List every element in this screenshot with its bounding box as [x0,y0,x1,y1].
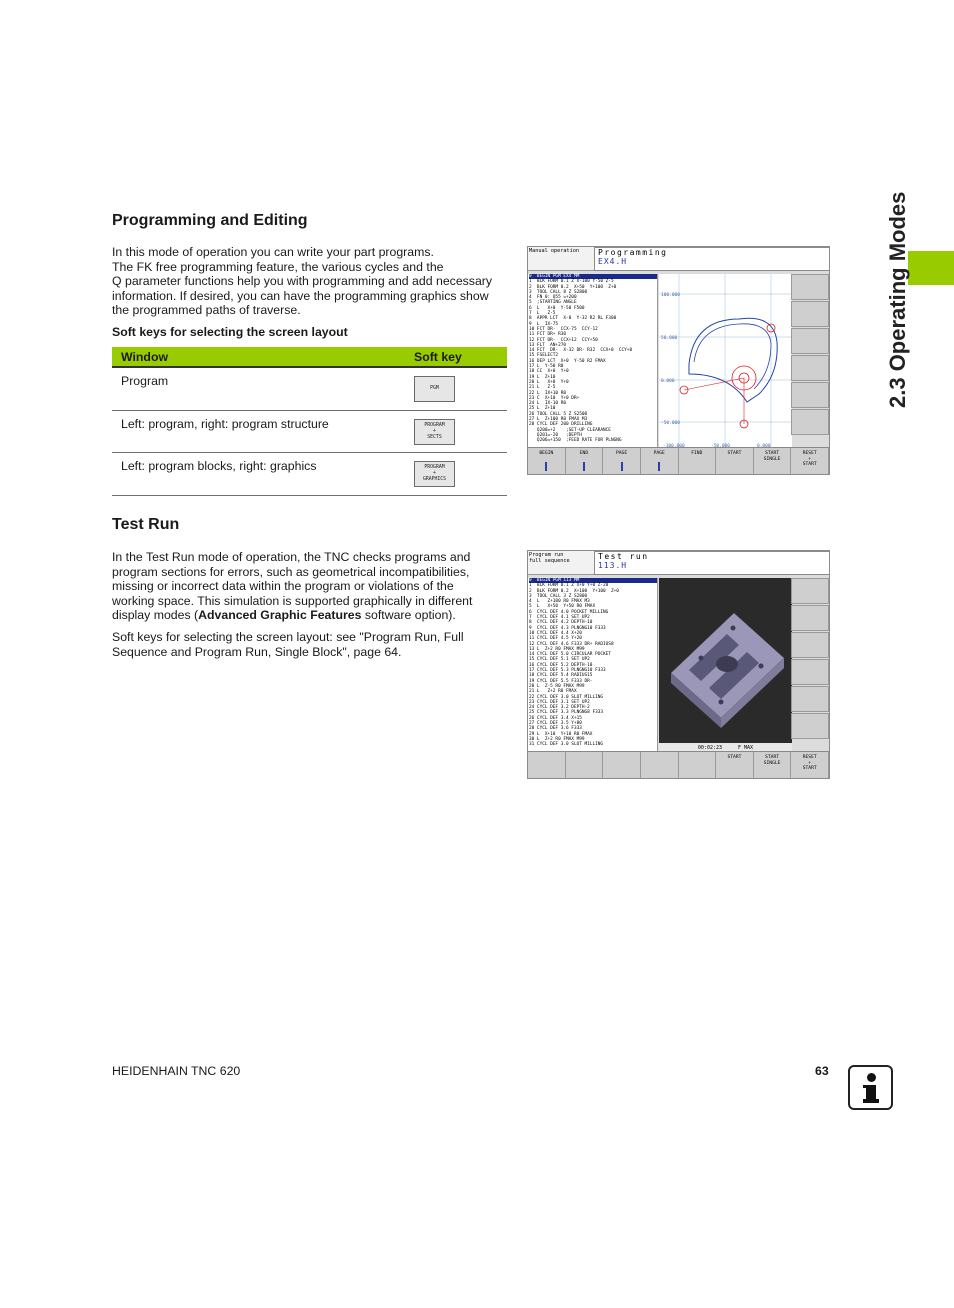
softkey[interactable]: PAGE [641,448,679,474]
program-line: 14 FCT DR- X-32 DR- R32 CCX+0 CCY+0 [529,348,633,354]
program-line: 13 FLT AN+270 [529,342,567,348]
feed-rate: F MAX [738,745,754,751]
program-line: 16 CYCL DEF 5.2 DEPTH-10 [529,662,593,668]
program-line: 11 CYCL DEF 4.5 Y+20 [529,636,582,642]
programming-graphics [659,274,792,449]
chapter-tab-title: 2.3 Operating Modes [885,191,910,408]
test-run-screenshot [527,550,830,779]
program-line: 14 CYCL DEF 5.0 CIRCULAR POCKET [529,652,611,658]
program-listing [528,274,658,449]
softkey[interactable]: RESET + START [791,448,829,474]
program-line: 27 CYCL DEF 3.5 Y+80 [529,721,582,727]
program-line: 6 L X+0 Y-50 F500 [529,305,585,311]
program-line: 21 L Z-5 [529,385,556,391]
vertical-softkey[interactable] [791,659,829,685]
program-line: 18 CYCL DEF 5.4 RADIUS15 [529,673,593,679]
program-line: 25 L Z+10 [529,406,556,412]
arrow-icon [621,462,623,471]
softkey[interactable]: START SINGLE [754,448,792,474]
program-line: 5 L X+50 Y+50 R0 FMAX [529,604,596,610]
program-line: 20 L Z-5 R0 FMAX M99 [529,683,585,689]
graphic-y-label: -50.000 [661,421,680,426]
program-file-name: 113.H [598,561,628,570]
para-text: software option). [361,608,456,622]
run-time: 00:02:23 [697,745,723,751]
program-line: 12 CYCL DEF 4.6 F333 DR+ RADIUS8 [529,641,614,647]
softkey-label: PROGRAM [424,465,445,470]
softkey-label: PROGRAM [424,422,445,428]
section2-paragraph-2 [112,630,512,659]
vertical-softkeys [791,578,829,740]
vertical-softkey[interactable] [791,686,829,712]
para-line: The FK free programming feature, the various cycles and the [112,259,444,274]
softkey[interactable]: FIND [679,448,717,474]
softkey[interactable] [528,752,566,778]
section2-paragraph [112,550,512,623]
program-line: 21 L Z+2 R0 FMAX [529,689,577,695]
arrow-icon [658,462,660,471]
footer-product: HEIDENHAIN TNC 620 [112,1064,241,1078]
para-line: Sequence and Program Run, Single Block", page 64. [112,644,402,659]
softkey-label: SECTS [427,434,442,440]
program-line: 6 CYCL DEF 4.0 POCKET MILLING [529,609,609,615]
program-line: 19 L Z+10 [529,374,556,380]
graphic-y-label: 50.000 [661,336,678,341]
vertical-softkey[interactable] [791,382,829,408]
program-line: 11 FCT DR+ R30 [529,332,567,338]
program-line: 18 CC X+0 Y+0 [529,369,569,375]
para-line: missing or incorrect data within the program or violations of the [112,579,454,593]
table-header [112,347,507,368]
table-row [112,453,507,496]
softkey[interactable]: RESET + START [791,752,829,778]
row-window: Left: program blocks, right: graphics [121,459,317,473]
vertical-softkey[interactable] [791,409,829,435]
programming-screenshot [527,246,830,475]
program-line: 4 FN 0: Q55 =+200 [529,295,577,301]
vertical-softkey[interactable] [791,713,829,739]
program-file-name: EX4.H [598,257,628,266]
vertical-softkeys [791,274,829,436]
program-line: 9 CYCL DEF 4.3 PLNGNG10 F333 [529,625,606,631]
softkey[interactable]: START SINGLE [754,752,792,778]
para-line [112,608,512,623]
program-line: 23 C X+10 Y+0 DR+ [529,395,580,401]
softkey[interactable]: BEGIN [528,448,566,474]
softkey[interactable]: PAGE [603,448,641,474]
vertical-softkey[interactable] [791,274,829,300]
program-line: 22 L IX+10 R0 [529,390,567,396]
softkey[interactable] [566,752,604,778]
softkey-table [112,347,507,496]
program-line: 10 FCT DR- CCX-75 CCY-12 [529,326,598,332]
program-line: 8 CYCL DEF 4.2 DEPTH-10 [529,620,593,626]
para-line: Soft keys for selecting the screen layout: see "Program Run, Full [112,630,464,644]
program-sects-softkey[interactable] [414,419,455,445]
softkey-label: GRAPHICS [422,477,447,482]
program-line: 16 DEP LCT X+0 Y-50 R2 FMAX [529,358,606,364]
vertical-softkey[interactable] [791,355,829,381]
row-window: Program [121,374,169,388]
para-line: the programmed paths of traverse. [112,303,301,317]
vertical-softkey[interactable] [791,578,829,604]
simulation-graphics [659,578,792,753]
para-line: In this mode of operation you can write your part programs. [112,245,434,259]
softkey[interactable]: END [566,448,604,474]
mode-label-line: full sequence [529,558,570,564]
program-listing [528,578,658,753]
program-line: 25 CYCL DEF 3.3 PLNGNG8 F333 [529,710,604,716]
program-line: 10 CYCL DEF 4.4 X+20 [529,630,582,636]
program-line: 13 L Z+2 R0 FMAX M99 [529,646,585,652]
softkey-label: + [433,428,436,434]
program-line: 0 BEGIN PGM 113 MM [529,578,657,583]
program-line: 15 FSELECT2 [529,353,559,359]
program-line: 26 CYCL DEF 3.4 X+15 [529,715,582,721]
vertical-softkey[interactable] [791,605,829,631]
softkey[interactable] [603,752,641,778]
mode-label-line: Program run [529,552,564,558]
program-line: Q201=-20 ;DEPTH [529,432,582,438]
program-line: 30 L Z+2 R0 FMAX M99 [529,736,585,742]
vertical-softkey[interactable] [791,301,829,327]
program-line: 26 TOOL CALL 5 Z S2500 [529,411,588,417]
program-line: 24 CYCL DEF 3.2 DEPTH-2 [529,705,590,711]
para-line: program sections for errors, such as geometrical incompatibilities, [112,564,470,579]
section1-paragraph [112,245,512,318]
program-line: 7 CYCL DEF 4.1 SET UP2 [529,615,590,621]
program-line: 31 CYCL DEF 3.0 SLOT MILLING [529,742,604,748]
pgm-softkey[interactable] [414,376,455,402]
program-line: Q206=+150 ;FEED RATE FOR PLNGNG [529,438,622,444]
softkey[interactable] [641,752,679,778]
program-line: 9 L IX-75 [529,321,559,327]
row-window: Left: program, right: program structure [121,416,329,431]
program-line: 1 BLK FORM 0.1 Z X+0 Y+0 Z-20 [529,583,609,589]
program-line: 5 ;STARTING ANGLE [529,300,577,306]
program-line: 28 CYCL DEF 200 DRILLING [529,422,593,428]
section-title-test-run: Test Run [112,516,180,533]
program-line: 17 L Y-50 R0 [529,364,564,370]
softkey-bar [528,751,829,778]
program-line: 7 L Z-5 [529,311,556,317]
para-line: information. If desired, you can have the programming graphics show [112,288,489,303]
softkey[interactable]: START [716,752,754,778]
softkey[interactable] [679,752,717,778]
program-line: 29 L X+10 Y+10 R0 FMAX [529,731,593,737]
active-mode-title: Programming [598,248,668,257]
softkey-label: + [433,471,436,476]
vertical-softkey[interactable] [791,328,829,354]
program-line: 3 TOOL CALL 8 Z S2800 [529,289,588,295]
program-line: 15 CYCL DEF 5.1 SET UP2 [529,657,590,663]
program-line: 27 L Z+100 R0 FMAX M3 [529,417,588,423]
arrow-icon [583,462,585,471]
program-line: 3 TOOL CALL 3 Z S2800 [529,593,588,599]
program-line: 1 BLK FORM 0.1 Z X-100 Y-50 Z-5 [529,279,614,285]
section-title-programming: Programming and Editing [112,212,308,229]
para-bold-text: Advanced Graphic Features [198,608,362,622]
arrow-icon [545,462,547,471]
para-line: In the Test Run mode of operation, the TNC checks programs and [112,550,471,564]
vertical-softkey[interactable] [791,632,829,658]
graphic-y-label: 0.000 [661,379,675,384]
softkey-bar [528,447,829,474]
screen-titlebar [528,247,829,271]
info-icon [848,1065,893,1110]
softkey-label: PGM [430,386,439,391]
program-line: 28 CYCL DEF 3.6 F333 [529,726,582,732]
col-window: Window [121,349,169,364]
active-mode-box [594,247,830,271]
table-row [112,368,507,411]
program-line: 2 BLK FORM 0.2 X+100 Y+100 Z+0 [529,588,619,594]
active-mode-title: Test run [598,552,649,561]
para-line: Q parameter functions help you with programming and add necessary [112,274,493,288]
inactive-mode-label: Manual operation [529,248,579,254]
program-line: 17 CYCL DEF 5.3 PLNGNG10 F333 [529,668,606,674]
inactive-mode-label [529,552,570,564]
program-line: 12 FCT DR- CCX+12 CCY+50 [529,337,598,343]
program-line: 4 L Z+100 R0 FMAX M3 [529,599,590,605]
program-line: 2 BLK FORM 0.2 X+50 Y+100 Z+0 [529,284,617,290]
table-row [112,411,507,454]
page-number: 63 [815,1064,829,1078]
program-line: 20 L X+0 Y+0 [529,379,569,385]
col-softkey: Soft key [414,349,462,364]
program-graphics-softkey[interactable] [414,461,455,487]
program-line: 19 CYCL DEF 5.5 F333 DR- [529,678,593,684]
program-line: 23 CYCL DEF 3.1 SET UP2 [529,699,590,705]
active-mode-box [594,551,830,575]
para-text: display modes ( [112,608,199,622]
program-line: 24 L IX-10 R0 [529,401,567,407]
graphic-y-label: 100.000 [661,293,680,298]
program-line: 8 APPR LCT X-8 Y-32 R2 RL F300 [529,316,617,322]
contour-graphic [659,274,792,449]
workpiece-3d-graphic [659,578,792,743]
softkey[interactable]: START [716,448,754,474]
para-line: working space. This simulation is supported graphically in different [112,593,473,608]
softkey-subheading: Soft keys for selecting the screen layout [112,325,348,339]
program-line: 0 BEGIN PGM EX4 MM [529,274,657,279]
program-line: 22 CYCL DEF 3.0 SLOT MILLING [529,694,604,700]
screen-titlebar [528,551,829,575]
program-line: Q200=+2 ;SET-UP CLEARANCE [529,427,611,433]
